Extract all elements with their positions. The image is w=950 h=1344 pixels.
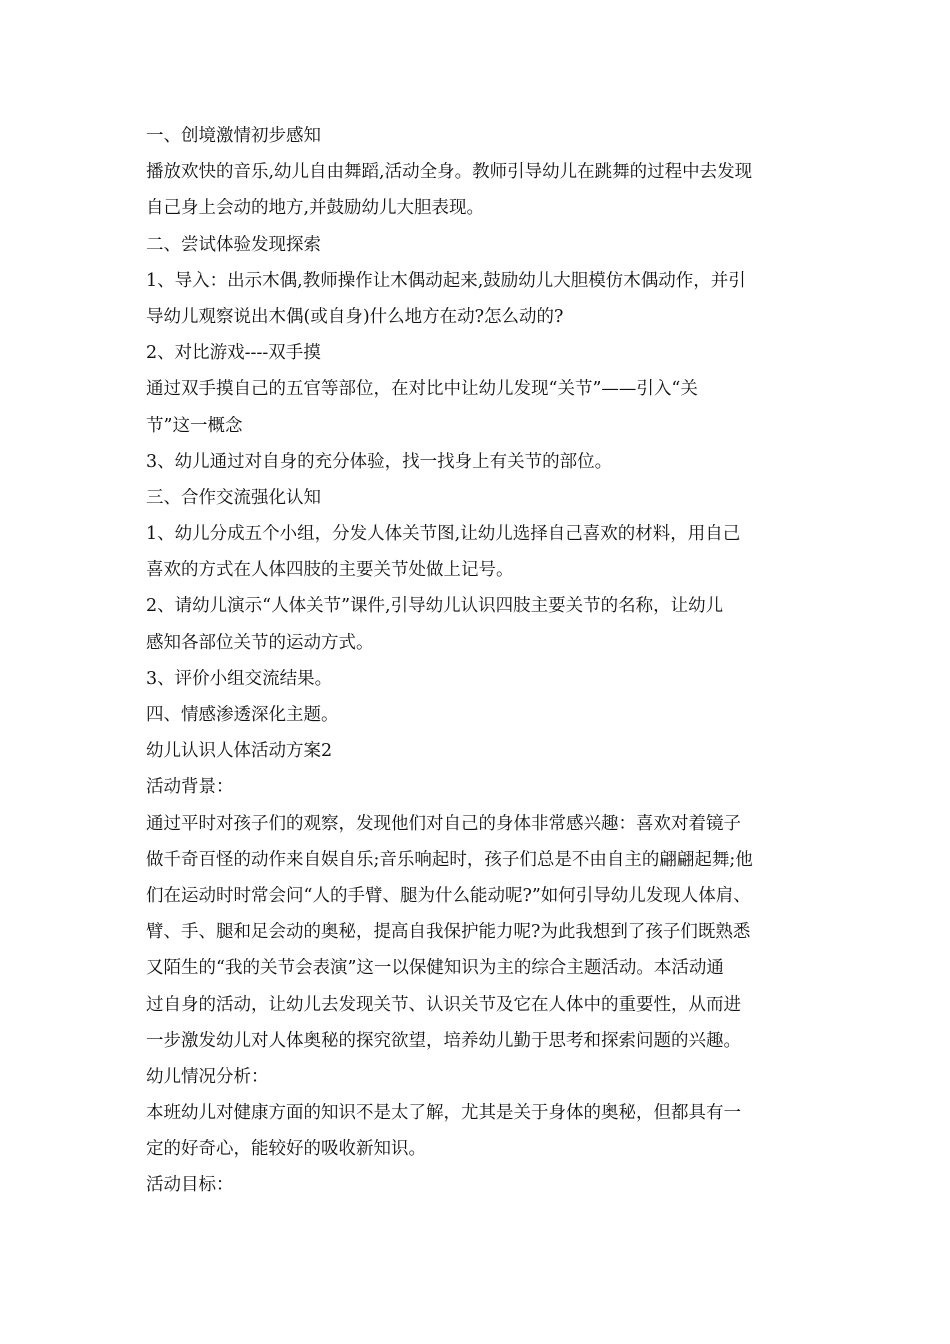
text-line: 一、创境激情初步感知 xyxy=(146,126,321,146)
text-line: 自己身上会动的地方,并鼓励幼儿大胆表现。 xyxy=(146,198,485,219)
text-line: 通过双手摸自己的五官等部位，在对比中让幼儿发现“关节”——引入“关 xyxy=(146,379,698,400)
text-line: 导幼儿观察说出木偶(或自身)什么地方在动?怎么动的? xyxy=(146,306,564,327)
text-line: 一步激发幼儿对人体奥秘的探究欲望，培养幼儿勤于思考和探索问题的兴趣。 xyxy=(146,1030,741,1051)
text-line: 1、幼儿分成五个小组，分发人体关节图,让幼儿选择自己喜欢的材料，用自己 xyxy=(146,524,741,545)
text-line: 感知各部位关节的运动方式。 xyxy=(146,632,374,653)
text-line: 3、幼儿通过对自身的充分体验，找一找身上有关节的部位。 xyxy=(146,451,613,472)
text-line: 过自身的活动，让幼儿去发现关节、认识关节及它在人体中的重要性，从而进 xyxy=(146,994,741,1015)
section-heading: 三、合作交流强化认知 xyxy=(146,487,321,508)
section-heading: 二、尝试体验发现探索 xyxy=(146,234,321,255)
text-line: 3、评价小组交流结果。 xyxy=(146,668,333,689)
text-line: 节”这一概念 xyxy=(146,415,243,436)
document-subtitle: 幼儿认识人体活动方案2 xyxy=(146,741,333,762)
text-line: 臂、手、腿和足会动的奥秘，提高自我保护能力呢?为此我想到了孩子们既熟悉 xyxy=(146,922,751,943)
text-line: 做千奇百怪的动作来自娱自乐;音乐响起时，孩子们总是不由自主的翩翩起舞;他 xyxy=(146,849,753,870)
text-line: 1、导入：出示木偶,教师操作让木偶动起来,鼓励幼儿大胆模仿木偶动作，并引 xyxy=(146,270,746,291)
text-line: 2、对比游戏----双手摸 xyxy=(146,343,321,364)
text-line: 又陌生的“我的关节会表演”这一以保健知识为主的综合主题活动。本活动通 xyxy=(146,958,724,979)
text-line: 喜欢的方式在人体四肢的主要关节处做上记号。 xyxy=(146,560,514,581)
text-line: 本班幼儿对健康方面的知识不是太了解，尤其是关于身体的奥秘，但都具有一 xyxy=(146,1103,741,1124)
text-line: 通过平时对孩子们的观察，发现他们对自己的身体非常感兴趣：喜欢对着镜子 xyxy=(146,813,741,834)
text-line: 播放欢快的音乐,幼儿自由舞蹈,活动全身。教师引导幼儿在跳舞的过程中去发现 xyxy=(146,162,753,183)
text-line: 们在运动时时常会问“人的手臂、腿为什么能动呢?”如何引导幼儿发现人体肩、 xyxy=(146,885,751,906)
section-heading: 活动背景： xyxy=(146,777,234,798)
document-body xyxy=(146,118,814,1204)
section-heading: 四、情感渗透深化主题。 xyxy=(146,705,339,725)
text-line: 2、请幼儿演示“人体关节”课件,引导幼儿认识四肢主要关节的名称，让幼儿 xyxy=(146,596,724,617)
section-heading: 活动目标： xyxy=(146,1175,234,1196)
section-heading: 幼儿情况分析： xyxy=(146,1066,269,1087)
text-line: 定的好奇心，能较好的吸收新知识。 xyxy=(146,1139,426,1160)
